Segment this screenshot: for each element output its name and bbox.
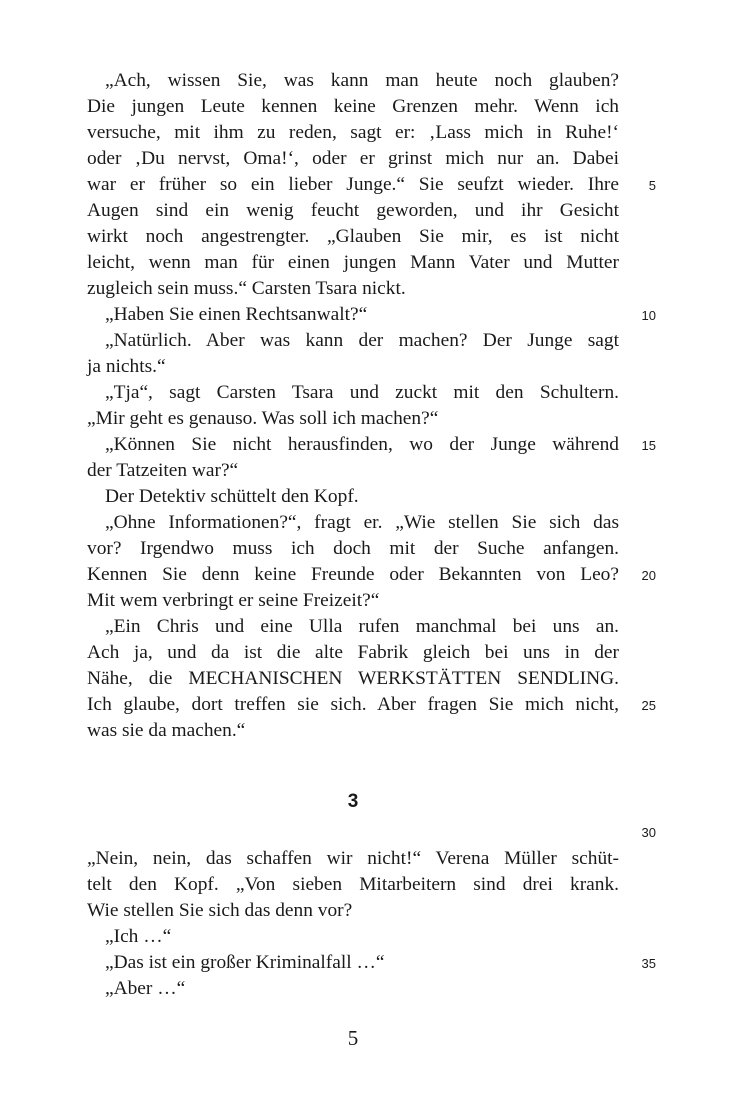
- text-line: Die jungen Leute kennen keine Grenzen mehr. Wenn ich: [87, 96, 619, 117]
- text-line: „Mir geht es genauso. Was soll ich machen?“: [87, 408, 439, 429]
- text-line: leicht, wenn man für einen jungen Mann Vater und Mutter: [87, 252, 619, 273]
- line-number: 35: [641, 956, 656, 971]
- text-line: zugleich sein muss.“ Carsten Tsara nickt.: [87, 278, 406, 299]
- text-line: „Ein Chris und eine Ulla rufen manchmal bei uns an.: [105, 616, 619, 637]
- text-line: Nähe, die MECHANISCHEN WERKSTÄTTEN SENDLING.: [87, 668, 619, 689]
- text-line: oder ‚Du nervst, Oma!‘, oder er grinst mich nur an. Dabei: [87, 148, 619, 169]
- page-number: 5: [347, 1026, 359, 1050]
- text-line: Mit wem verbringt er seine Freizeit?“: [87, 590, 380, 611]
- text-line: wirkt noch angestrengter. „Glauben Sie mir, es ist nicht: [87, 226, 619, 247]
- chapter-heading: 3: [347, 791, 359, 812]
- text-line: Wie stellen Sie sich das denn vor?: [87, 900, 353, 921]
- line-number: 25: [641, 698, 656, 713]
- text-line: „Haben Sie einen Rechtsanwalt?“: [105, 304, 368, 325]
- text-line: „Können Sie nicht herausfinden, wo der Junge während: [105, 434, 619, 455]
- text-line: „Ohne Informationen?“, fragt er. „Wie stellen Sie sich das: [105, 512, 619, 533]
- text-line: der Tatzeiten war?“: [87, 460, 239, 481]
- text-line: Der Detektiv schüttelt den Kopf.: [105, 486, 359, 507]
- text-line: war er früher so ein lieber Junge.“ Sie seufzt wieder. Ihre: [87, 174, 619, 195]
- text-line: „Tja“, sagt Carsten Tsara und zuckt mit den Schultern.: [105, 382, 619, 403]
- text-line: versuche, mit ihm zu reden, sagt er: ‚Lass mich in Ruhe!‘: [87, 122, 619, 143]
- text-line: „Ach, wissen Sie, was kann man heute noch glauben?: [105, 70, 619, 91]
- text-line: Ach ja, und da ist die alte Fabrik gleich bei uns in der: [87, 642, 619, 663]
- text-line: „Aber …“: [105, 978, 186, 999]
- line-number: 5: [648, 178, 656, 193]
- text-line: Ich glaube, dort treffen sie sich. Aber fragen Sie mich nicht,: [87, 694, 619, 715]
- text-line: „Das ist ein großer Kriminalfall …“: [105, 952, 385, 973]
- text-line: vor? Irgendwo muss ich doch mit der Suche anfangen.: [87, 538, 619, 559]
- line-number: 30: [641, 825, 656, 840]
- text-line: „Natürlich. Aber was kann der machen? Der Junge sagt: [105, 330, 619, 351]
- line-number: 10: [641, 308, 656, 323]
- text-line: „Ich …“: [105, 926, 172, 947]
- text-line: Augen sind ein wenig feucht geworden, und ihr Gesicht: [87, 200, 619, 221]
- text-line: was sie da machen.“: [87, 720, 246, 741]
- line-number: 15: [641, 438, 656, 453]
- text-line: „Nein, nein, das schaffen wir nicht!“ Verena Müller schüt-: [87, 848, 619, 869]
- text-line: telt den Kopf. „Von sieben Mitarbeitern sind drei krank.: [87, 874, 619, 895]
- text-line: ja nichts.“: [87, 356, 166, 377]
- text-line: Kennen Sie denn keine Freunde oder Bekannten von Leo?: [87, 564, 619, 585]
- line-number: 20: [641, 568, 656, 583]
